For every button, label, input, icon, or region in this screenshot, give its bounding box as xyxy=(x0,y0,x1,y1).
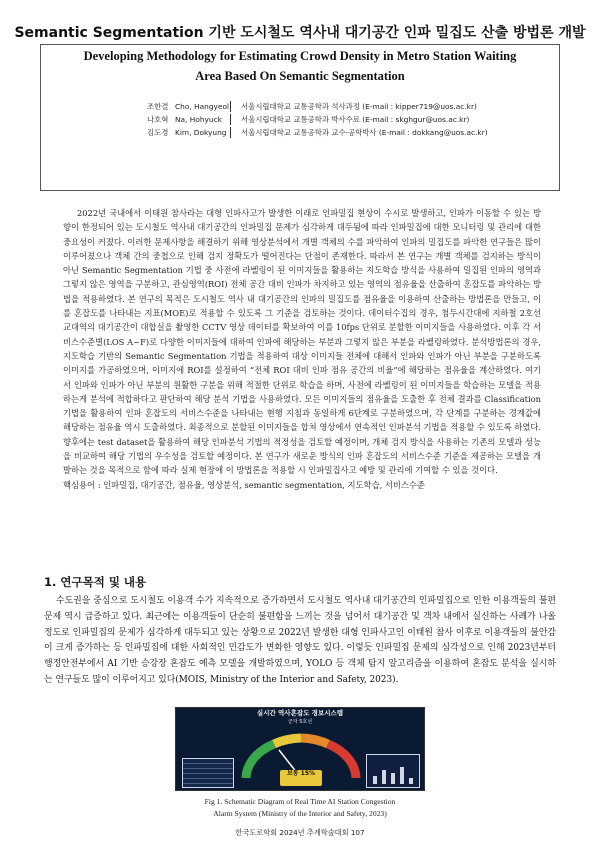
gauge-arc-red xyxy=(328,744,356,778)
author-affiliation: 서울시립대학교 교통공학과 박사수료 (E-mail : skghgur@uos.ac.kr) xyxy=(241,115,470,124)
mini-chart-bars xyxy=(373,764,413,784)
author-divider xyxy=(230,101,231,112)
mini-chart-bar xyxy=(382,770,386,784)
gauge-arc-yellow xyxy=(274,738,301,744)
figure-congestion-alarm-system xyxy=(175,707,425,791)
author-divider xyxy=(230,114,231,125)
section-body xyxy=(44,594,556,689)
figure-title: 실시간 역사혼잡도 경보시스템 xyxy=(256,709,344,717)
author-name-ko: 김도경 xyxy=(147,128,169,137)
mini-chart-bar xyxy=(373,776,377,784)
gauge-arc-orange xyxy=(301,738,328,744)
figure-caption xyxy=(0,796,600,820)
figure-info-table xyxy=(182,758,234,788)
page-footer: 한국도로학회 2024년 추계학술대회 107 xyxy=(235,828,365,837)
author-row xyxy=(147,113,547,126)
table-row xyxy=(183,779,233,784)
abstract xyxy=(63,206,541,492)
gauge-arc-green xyxy=(246,744,274,778)
author-name-en: Kim, Dokyung xyxy=(175,128,227,137)
paper-title-english: Developing Methodology for Estimating Crowd Density in Metro Station Waiting Area Based On Semantic Segmentation xyxy=(83,49,517,83)
author-affiliation: 서울시립대학교 교통공학과 석사과정 (E-mail : kipper719@uos.ac.kr) xyxy=(241,102,477,111)
author-affiliation: 서울시립대학교 교통공학과 교수·공학박사 (E-mail : dokkang@uos.ac.kr) xyxy=(241,128,488,137)
author-divider xyxy=(230,127,231,138)
author-name-en: Cho, Hangyeol xyxy=(175,102,230,111)
author-name-ko: 조한결 xyxy=(147,102,169,111)
figure-subtitle: 군자 5호선 xyxy=(287,719,313,725)
author-name-en: Na, Hohyuck xyxy=(175,115,222,124)
keywords: 핵심용어 : 인파밀집, 대기공간, 점유율, 영상분석, semantic segmentation, 지도학습, 서비스수준 xyxy=(63,479,425,490)
figure-mini-chart xyxy=(366,754,420,788)
mini-chart-bar xyxy=(400,767,404,784)
caption-line: Alarm System (Ministry of the Interior and Safety, 2023) xyxy=(213,809,387,818)
section-paragraph: 수도권을 중심으로 도시철도 이용객 수가 지속적으로 증가하면서 도시철도 역사내 대기공간의 인파밀집으로 인한 이용객들의 불편문제 역시 급증하고 있다. 최근에는 이용객들이 단순히 불편함을 느끼는 것을 넘어서 대기공간 및 객차 내에서 실신하는 사례가 나올정도로 인파밀집의 문제가 심각하게 대두되고 있는 상황으로 2022년 발생한 대형 인파사고인 이태원 참사 이후로 이용객들의 불안감이 크게 증가하는 등 인파밀집에 대한 사회적인 민감도가 변화한 영향도 있다. 이렇듯 인파밀집 문제의 심각성으로 인해 2023년부터 행정안전부에서 AI 기반 승강장 혼잡도 예측 모델을 개발하였으며, YOLO 등 객체 탐지 알고리즘을 이용하여 혼잡도 분석을 실시하는 연구들도 많이 이루어지고 있다(MOIS, Ministry of the Interior and Safety, 2023). xyxy=(44,596,556,685)
caption-line: Fig 1. Schematic Diagram of Real Time AI Station Congestion xyxy=(204,797,396,806)
mini-chart-bar xyxy=(409,778,413,784)
mini-chart-bar xyxy=(391,773,395,784)
author-row xyxy=(147,100,547,113)
gauge-readout: 보통 15% xyxy=(280,770,322,786)
author-name-ko: 나호혁 xyxy=(147,115,169,124)
section-heading: 1. 연구목적 및 내용 xyxy=(44,575,147,589)
abstract-text: 2022년 국내에서 이태원 참사라는 대형 인파사고가 발생한 이래로 인파밀집 현상이 수시로 발생하고, 인파가 이동할 수 있는 방향이 한정되어 있는 도시철도 역사내 대기공간의 인파밀집 문제가 심각하게 대두됨에 따라 인파밀집에 대한 모니터링 및 관리에 대한 중요성이 커졌다. 이러한 문제사항을 해결하기 위해 영상분석에서 개별 객체의 수를 파악하여 인파의 밀집도를 파악한 연구들은 많이 이루어졌으나 객체 간의 중첩으로 인해 검지 정확도가 떨어진다는 단점이 존재한다. 따라서 본 연구는 개별 객체를 검지하는 방식이 아닌 Semantic Segmentation 기법 중 사전에 라벨링이 된 이미지들을 활용하는 지도학습 방식을 사용하여 밀집된 인파의 영역과 그렇지 않은 영역을 구분하고, 관심영역(ROI) 전체 공간 대비 인파가 차지하고 있는 영역의 점유율을 산출하여 혼잡도를 파악하는 방법을 적용하였다. 본 연구의 목적은 도시철도 역사 내 대기공간의 인파의 밀집도를 점유율을 이용하여 산출하는 방법론을 만들고, 이를 혼잡도를 나타내는 지표(MOE)로 적용할 수 있도록 그 기준을 검토하는 것이다. 데이터수집의 경우, 첨두시간대에 지하철 2호선 교대역의 대기공간이 대합실을 촬영한 CCTV 영상 데이터를 확보하여 이를 10fps 단위로 분할한 이미지들을 사용하였다. 이후 각 서비스수준별(LOS A~F)로 다양한 이미지들에 대하여 인파에 해당하는 부분과 그렇지 않은 부분을 라벨링하였다. 분석방법론의 경우, 지도학습 기반의 Semantic Segmentation 기법을 적용하여 대상 이미지들 전체에 대해서 인파와 인파가 아닌 부분을 구분하도록 이미지를 가공하였으며, 이미지에 ROI를 설정하여 “전체 ROI 대비 인파 점유 공간의 비율”에 해당하는 점유율을 계산하였다. 여기서 인파와 인파가 아닌 부분의 원활한 구분을 위해 적절한 단위로 학습을 하며, 사전에 라벨링이 된 이미지들을 학습하는 모델을 적용하는게 분석에 적합하다고 판단하여 해당 분석 기법을 사용하였다. 모든 이미지들의 점유율을 도출한 후 전체 결과를 Classification 기법을 활용하여 인파 혼잡도의 서비스수준을 나타내는 현행 지침과 동일하게 6단계로 구분하였으며, 각 단계를 구분하는 경계값에 해당하는 점유율 역시 도출하였다. 최종적으로 분할된 이미지들을 합쳐 영상에서 연속적인 인파분석 기법을 적용할 수 있도록 하였다. 향후에는 test dataset을 활용하여 해당 인파분석 기법의 적정성을 검토할 예정이며, 개체 검지 방식을 사용하는 기존의 모델과 성능을 비교하여 해당 기법의 우수성을 검토할 예정이다. 본 연구가 새로운 방식의 인파 혼잡도의 서비스수준 기준을 제공하는 모델을 개발하는 것을 목적으로 함에 따라 실제 현장에 이 방법론을 적용할 시 인파밀집사고 예방 및 관리에 기여할 수 있을 것이다. xyxy=(63,208,541,476)
author-row xyxy=(147,126,547,139)
paper-title-korean: Semantic Segmentation 기반 도시철도 역사내 대기공간 인파 밀집도 산출 방법론 개발 xyxy=(14,25,586,41)
author-list xyxy=(147,100,547,139)
